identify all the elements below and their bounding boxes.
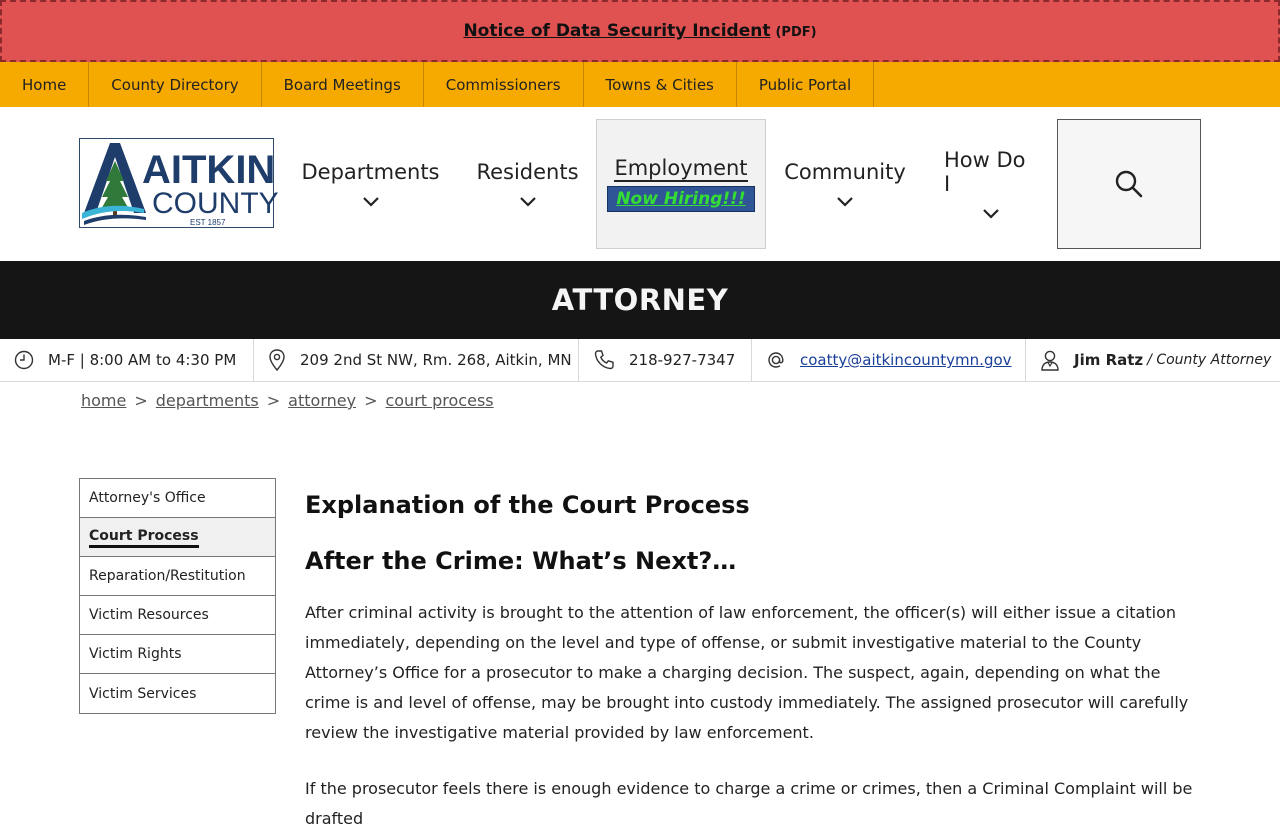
nav-employment-label: Employment <box>614 156 748 180</box>
section-sidenav <box>79 478 276 714</box>
info-phone <box>579 339 752 381</box>
logo-text-est: EST 1857 <box>190 218 226 227</box>
contact-role: / County Attorney <box>1147 352 1272 368</box>
chevron-down-icon <box>362 196 380 208</box>
nav-how-do-i[interactable] <box>944 107 1038 261</box>
info-email-link[interactable]: coatty@aitkincountymn.gov <box>800 351 1012 369</box>
nav-residents-label: Residents <box>476 160 579 184</box>
content-paragraph: After criminal activity is brought to the attention of law enforcement, the officer(s) will either issue a citation immediately, depending on the level and type of offense, or submit investigative material to the County Attorney’s Office for a prosecutor to make a charging decision. The suspect, again, depending on what the crime is and level of offense, may be brought into custody immediately. The assigned prosecutor will carefully review the investigative material provided by law enforcement. <box>305 603 1189 742</box>
sidenav-court-process[interactable] <box>80 518 275 557</box>
util-nav-commissioners[interactable]: Commissioners <box>424 62 584 107</box>
logo-text-county: COUNTY <box>152 187 279 220</box>
info-hours-text: M-F | 8:00 AM to 4:30 PM <box>48 351 237 369</box>
breadcrumb-separator: > <box>266 391 281 410</box>
sidenav-label: Reparation/Restitution <box>89 568 246 584</box>
content-subheading: After the Crime: What’s Next?… <box>305 547 737 575</box>
main-content <box>305 488 1205 834</box>
nav-community[interactable] <box>784 107 906 261</box>
breadcrumb-attorney[interactable]: attorney <box>288 391 357 410</box>
content-paragraph: If the prosecutor feels there is enough evidence to charge a crime or crimes, then a Criminal Complaint will be drafted <box>305 779 1193 828</box>
county-logo[interactable] <box>79 138 279 228</box>
breadcrumb-home[interactable]: home <box>81 391 127 410</box>
alert-link[interactable]: Notice of Data Security Incident <box>463 21 771 41</box>
search-button[interactable] <box>1057 119 1201 249</box>
sidenav-label: Attorney's Office <box>89 490 206 506</box>
utility-nav <box>0 62 1280 107</box>
at-sign-icon <box>766 350 786 370</box>
person-icon <box>1040 349 1060 371</box>
util-nav-home[interactable]: Home <box>0 62 89 107</box>
location-pin-icon <box>268 349 286 371</box>
department-info-bar <box>0 339 1280 382</box>
sidenav-label: Court Process <box>89 527 199 548</box>
sidenav-reparation-restitution[interactable] <box>80 557 275 596</box>
breadcrumb-court-process[interactable]: court process <box>385 391 494 410</box>
info-address-text: 209 2nd St NW, Rm. 268, Aitkin, MN <box>300 351 572 369</box>
info-email <box>752 339 1026 381</box>
nav-residents[interactable] <box>476 107 579 261</box>
sidenav-victim-rights[interactable] <box>80 635 275 674</box>
info-address <box>254 339 579 381</box>
search-icon <box>1114 169 1144 199</box>
now-hiring-badge[interactable]: Now Hiring!!! <box>607 186 754 212</box>
info-phone-text[interactable]: 218-927-7347 <box>629 351 736 369</box>
sidenav-label: Victim Resources <box>89 607 209 623</box>
sidenav-victim-resources[interactable] <box>80 596 275 635</box>
clock-icon <box>14 350 34 370</box>
alert-pdf-tag: (PDF) <box>775 24 817 40</box>
sidenav-victim-services[interactable] <box>80 674 275 713</box>
sidenav-attorneys-office[interactable] <box>80 479 275 518</box>
site-header <box>0 107 1280 261</box>
breadcrumb-separator: > <box>134 391 148 410</box>
util-nav-public-portal[interactable]: Public Portal <box>737 62 874 107</box>
logo-graphic <box>80 139 279 227</box>
nav-employment[interactable] <box>596 119 766 249</box>
sidenav-label: Victim Rights <box>89 646 182 662</box>
page-title: ATTORNEY <box>551 283 729 317</box>
info-contact <box>1026 339 1280 381</box>
contact-name: Jim Ratz <box>1074 351 1144 369</box>
breadcrumb <box>81 391 494 410</box>
chevron-down-icon <box>982 208 1000 220</box>
chevron-down-icon <box>519 196 537 208</box>
nav-departments[interactable] <box>302 107 439 261</box>
util-nav-board-meetings[interactable]: Board Meetings <box>262 62 424 107</box>
chevron-down-icon <box>836 196 854 208</box>
page-title-band <box>0 261 1280 339</box>
breadcrumb-departments[interactable]: departments <box>155 391 259 410</box>
nav-how-do-i-label: How Do I <box>944 148 1026 196</box>
alert-bar <box>0 0 1280 62</box>
content-heading: Explanation of the Court Process <box>305 491 750 519</box>
breadcrumb-separator: > <box>364 391 378 410</box>
nav-departments-label: Departments <box>301 160 440 184</box>
sidenav-label: Victim Services <box>89 685 197 702</box>
logo-text-aitkin: AITKIN <box>142 148 276 192</box>
info-hours <box>0 339 254 381</box>
nav-community-label: Community <box>784 160 906 184</box>
util-nav-county-directory[interactable]: County Directory <box>89 62 261 107</box>
util-nav-towns-cities[interactable]: Towns & Cities <box>584 62 737 107</box>
phone-icon <box>593 349 615 371</box>
